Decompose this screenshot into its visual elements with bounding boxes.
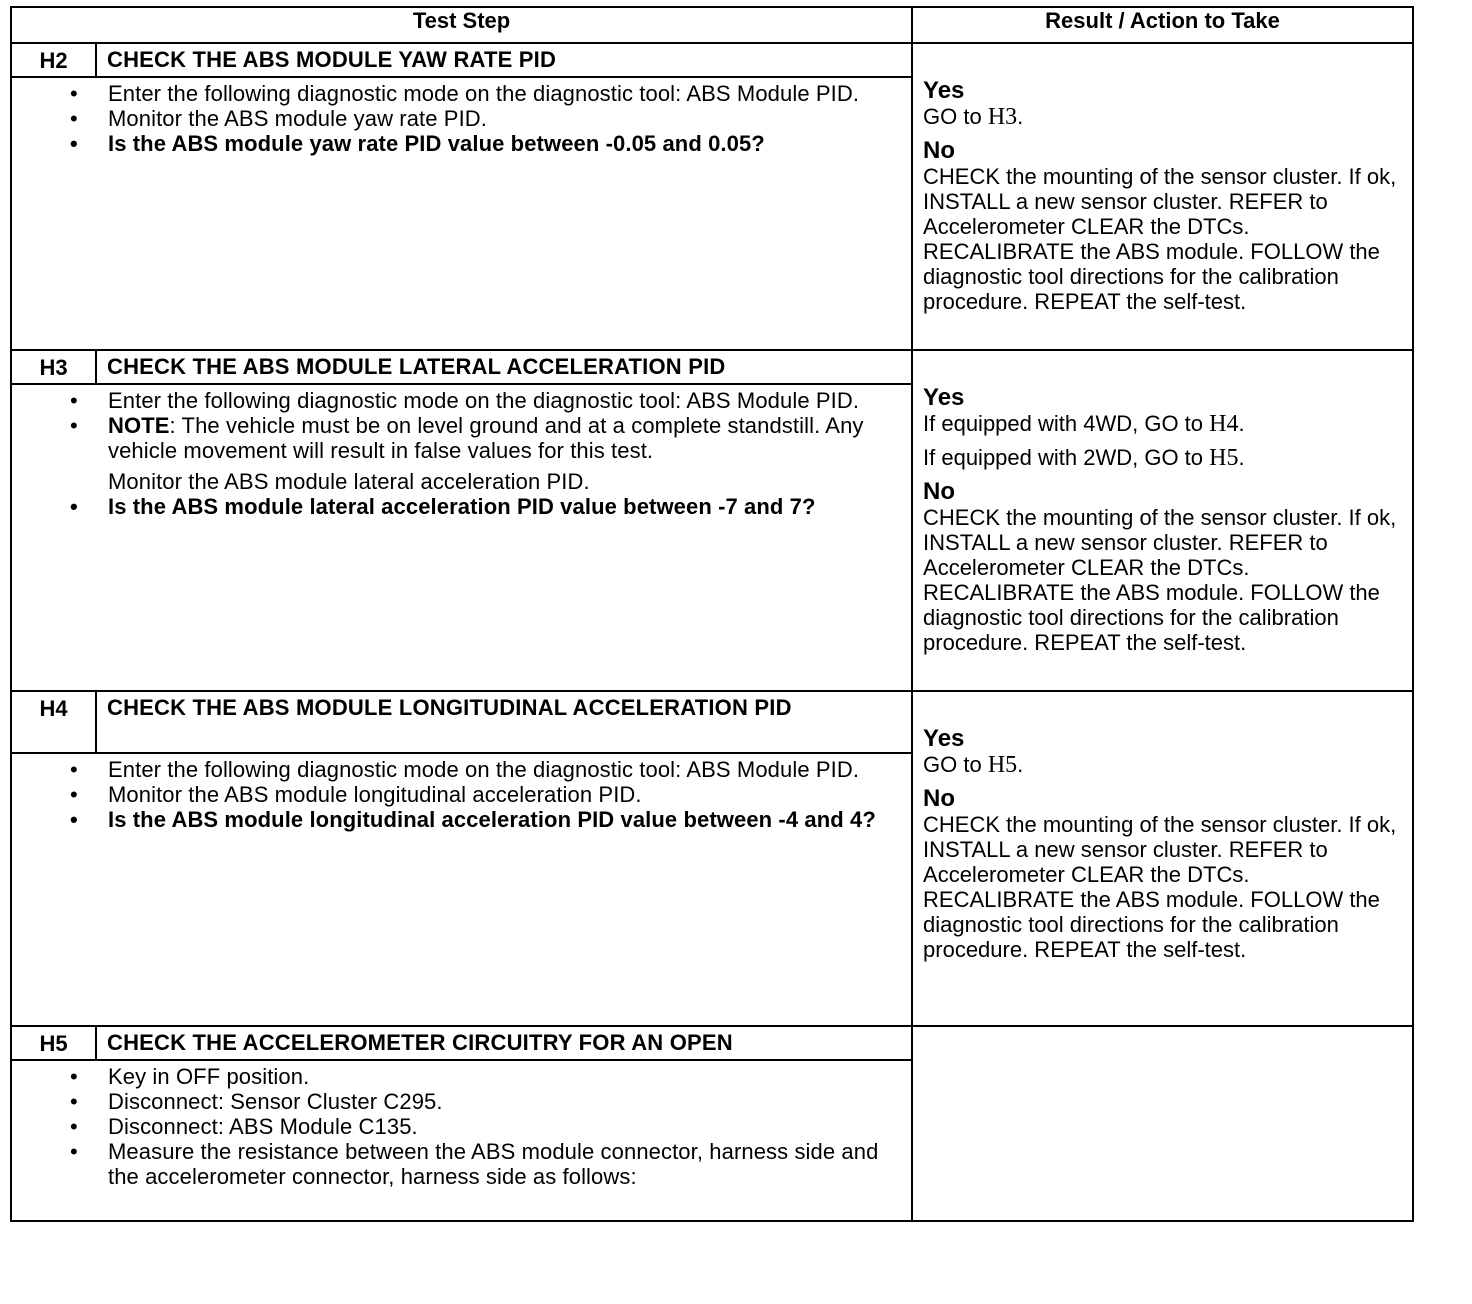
list-item: • NOTE: The vehicle must be on level ground and at a complete standstill. Any vehicle movement will result in false values for this test. [70,413,864,463]
step-link[interactable]: H5 [1209,445,1239,471]
list-item: • Disconnect: ABS Module C135. [70,1114,418,1139]
result-action-header: Result / Action to Take [912,7,1413,43]
step-body [11,753,912,1026]
yes-action: GO to H5. [923,752,1024,778]
step-body [11,77,912,350]
list-item: • Is the ABS module lateral acceleration PID value between -7 and 7? [70,494,816,519]
step-result [912,350,1413,691]
yes-action-2wd: If equipped with 2WD, GO to H5. [923,445,1245,471]
diagnostic-table [10,6,1414,1222]
yes-label: Yes [923,77,965,104]
yes-action-4wd: If equipped with 4WD, GO to H4. [923,411,1245,437]
yes-label: Yes [923,384,965,411]
step-title: CHECK THE ABS MODULE YAW RATE PID [96,43,912,77]
step-link[interactable]: H3 [987,104,1018,130]
yes-action: GO to H3. [923,104,1024,130]
list-item: • Monitor the ABS module yaw rate PID. [70,106,487,131]
list-item: • Disconnect: Sensor Cluster C295. [70,1089,443,1114]
step-title-row [11,350,1413,384]
step-body [11,384,912,691]
step-body [11,1060,912,1221]
list-item: • Measure the resistance between the ABS module connector, harness side and the accelerometer connector, harness side as follows: [70,1139,879,1189]
step-id: H2 [11,43,96,77]
no-label: No [923,478,956,505]
list-item: Monitor the ABS module lateral acceleration PID. [108,469,590,494]
step-title: CHECK THE ACCELEROMETER CIRCUITRY FOR AN OPEN [96,1026,912,1060]
step-title-row [11,43,1413,77]
step-link[interactable]: H4 [1209,411,1239,437]
step-id: H4 [11,691,96,753]
step-link[interactable]: H5 [987,752,1018,778]
no-label: No [923,785,956,812]
step-result [912,691,1413,1026]
step-result [912,43,1413,350]
list-item: • Enter the following diagnostic mode on the diagnostic tool: ABS Module PID. [70,757,860,782]
step-title-row [11,1026,1413,1060]
table-header-row [11,7,1413,43]
list-item: • Key in OFF position. [70,1064,310,1089]
yes-label: Yes [923,725,965,752]
step-id: H3 [11,350,96,384]
list-item: • Enter the following diagnostic mode on the diagnostic tool: ABS Module PID. [70,388,860,413]
no-action: CHECK the mounting of the sensor cluster. If ok, INSTALL a new sensor cluster. REFER to Accelerometer CLEAR the DTCs. RECALIBRATE the ABS module. FOLLOW the diagnostic tool directions for the calibration procedure. REPEAT the self-test. [923,812,1397,962]
step-result [912,1026,1413,1221]
list-item: • Enter the following diagnostic mode on the diagnostic tool: ABS Module PID. [70,81,860,106]
no-label: No [923,137,956,164]
step-title-row [11,691,1413,753]
no-action: CHECK the mounting of the sensor cluster. If ok, INSTALL a new sensor cluster. REFER to Accelerometer CLEAR the DTCs. RECALIBRATE the ABS module. FOLLOW the diagnostic tool directions for the calibration procedure. REPEAT the self-test. [923,164,1397,314]
step-title: CHECK THE ABS MODULE LATERAL ACCELERATION PID [96,350,912,384]
no-action: CHECK the mounting of the sensor cluster. If ok, INSTALL a new sensor cluster. REFER to Accelerometer CLEAR the DTCs. RECALIBRATE the ABS module. FOLLOW the diagnostic tool directions for the calibration procedure. REPEAT the self-test. [923,505,1397,655]
list-item: • Monitor the ABS module longitudinal acceleration PID. [70,782,642,807]
step-id: H5 [11,1026,96,1060]
test-step-header: Test Step [11,7,912,43]
step-title: CHECK THE ABS MODULE LONGITUDINAL ACCELERATION PID [96,691,912,753]
list-item: • Is the ABS module yaw rate PID value between -0.05 and 0.05? [70,131,765,156]
list-item: • Is the ABS module longitudinal acceleration PID value between -4 and 4? [70,807,876,832]
note-label: NOTE [108,413,170,438]
